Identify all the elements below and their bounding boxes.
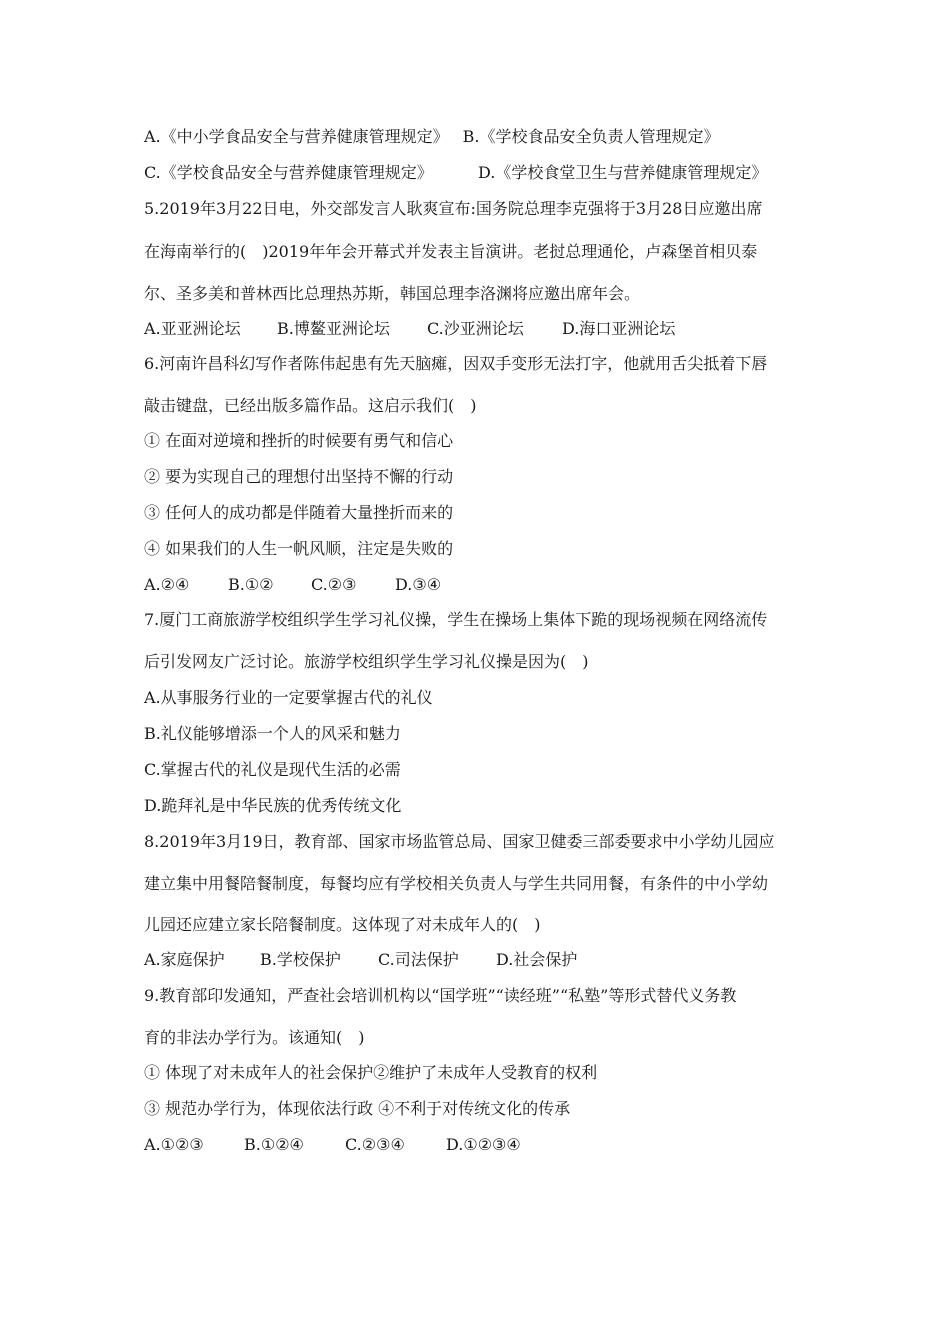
q7-option-b: B.礼仪能够增添一个人的风采和魅力 [144, 724, 401, 743]
q9-option-b: B.①②④ [244, 1135, 304, 1154]
q9-option-d: D.①②③④ [446, 1135, 521, 1154]
q6-option-c: C.②③ [311, 575, 357, 594]
q6-statement-3: ③ 任何人的成功都是伴随着大量挫折而来的 [144, 503, 454, 522]
q7-stem-line-1: 7.厦门工商旅游学校组织学生学习礼仪操，学生在操场上集体下跪的现场视频在网络流传 [144, 610, 768, 629]
q5-option-d: D.海口亚洲论坛 [562, 319, 676, 338]
q6-option-b: B.①② [228, 575, 274, 594]
q9-options-row [144, 1134, 521, 1156]
q6-option-d: D.③④ [395, 575, 442, 594]
q7-option-a: A.从事服务行业的一定要掌握古代的礼仪 [144, 688, 433, 707]
q6-option-a: A.②④ [144, 575, 190, 594]
q8-stem-line-3: 儿园还应建立家长陪餐制度。这体现了对未成年人的( ) [144, 915, 541, 934]
q6-statement-1: ① 在面对逆境和挫折的时候要有勇气和信心 [144, 431, 454, 450]
q4-option-a: A.《中小学食品安全与营养健康管理规定》 [144, 127, 449, 146]
q4-option-c: C.《学校食品安全与营养健康管理规定》 [144, 163, 433, 182]
q4-option-b: B.《学校食品安全负责人管理规定》 [462, 127, 720, 146]
q7-option-d: D.跪拜礼是中华民族的优秀传统文化 [144, 796, 402, 815]
q5-stem-line-3: 尔、圣多美和普林西比总理热苏斯，韩国总理李洛渊将应邀出席年会。 [144, 284, 641, 303]
q8-stem-line-1: 8.2019年3月19日，教育部、国家市场监管总局、国家卫健委三部委要求中小学幼儿园应 [144, 832, 775, 851]
q5-stem-line-2: 在海南举行的( )2019年年会开幕式并发表主旨演讲。老挝总理通伦，卢森堡首相贝泰 [144, 242, 758, 261]
q5-option-c: C.沙亚洲论坛 [427, 319, 524, 338]
q9-statement-2: ③ 规范办学行为，体现依法行政 ④不利于对传统文化的传承 [144, 1099, 571, 1118]
q7-stem-line-2: 后引发网友广泛讨论。旅游学校组织学生学习礼仪操是因为( ) [144, 652, 589, 671]
q4-options-row-1 [144, 126, 720, 148]
q5-option-a: A.亚亚洲论坛 [144, 319, 241, 338]
q6-stem-line-1: 6.河南许昌科幻写作者陈伟起患有先天脑瘫，因双手变形无法打字，他就用舌尖抵着下唇 [144, 354, 768, 373]
q5-option-b: B.博鳌亚洲论坛 [277, 319, 390, 338]
q8-option-a: A.家庭保护 [144, 950, 225, 969]
q8-option-d: D.社会保护 [496, 950, 578, 969]
q9-stem-line-2: 育的非法办学行为。该通知( ) [144, 1028, 365, 1047]
q9-stem-line-1: 9.教育部印发通知，严查社会培训机构以“国学班”“读经班”“私塾”等形式替代义务教 [144, 986, 737, 1005]
q9-option-c: C.②③④ [345, 1135, 405, 1154]
q8-options-row [144, 949, 577, 971]
q5-options-row [144, 318, 675, 340]
q6-statement-4: ④ 如果我们的人生一帆风顺，注定是失败的 [144, 539, 454, 558]
q6-statement-2: ② 要为实现自己的理想付出坚持不懈的行动 [144, 467, 454, 486]
q8-option-c: C.司法保护 [378, 950, 459, 969]
q4-options-row-2 [144, 162, 767, 184]
q6-options-row [144, 574, 441, 596]
q6-stem-line-2: 敲击键盘，已经出版多篇作品。这启示我们( ) [144, 396, 477, 415]
q8-option-b: B.学校保护 [260, 950, 341, 969]
q9-statement-1: ① 体现了对未成年人的社会保护②维护了未成年人受教育的权利 [144, 1063, 598, 1082]
q8-stem-line-2: 建立集中用餐陪餐制度，每餐均应有学校相关负责人与学生共同用餐，有条件的中小学幼 [144, 874, 769, 893]
q9-option-a: A.①②③ [144, 1135, 204, 1154]
q7-option-c: C.掌握古代的礼仪是现代生活的必需 [144, 760, 401, 779]
q5-stem-line-1: 5.2019年3月22日电，外交部发言人耿爽宣布:国务院总理李克强将于3月28日应邀出席 [144, 199, 763, 218]
q4-option-d: D.《学校食堂卫生与营养健康管理规定》 [478, 163, 768, 182]
